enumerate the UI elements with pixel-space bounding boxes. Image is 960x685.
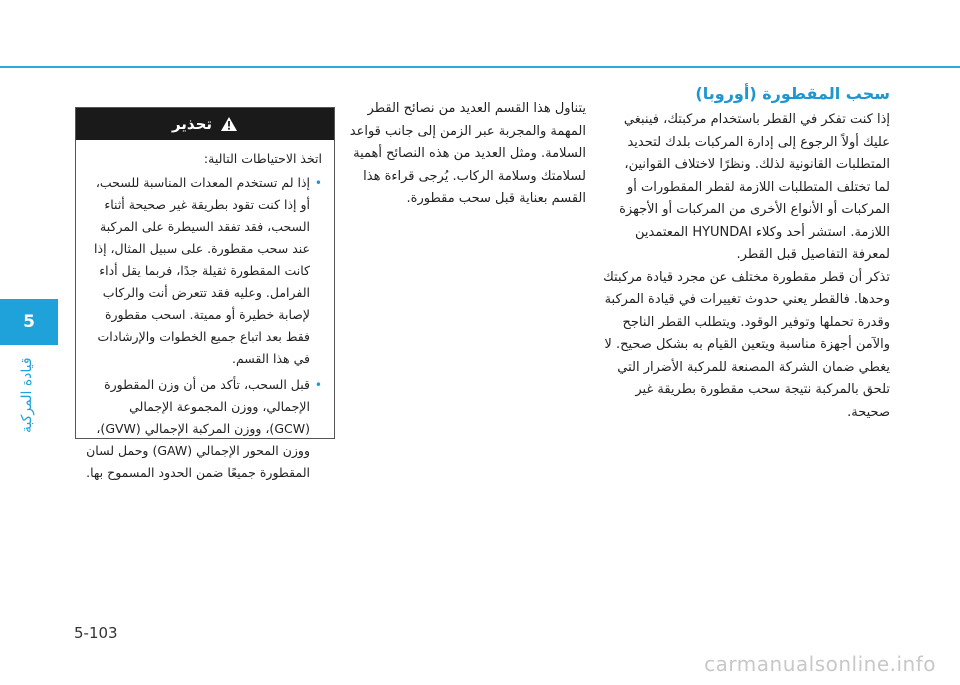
warning-item	[86, 374, 322, 484]
section-title: سحب المقطورة (أوروبا)	[695, 84, 890, 103]
right-paragraph-2: لما تختلف المتطلبات اللازمة لقطر المقطورات أو المركبات أو الأنواع الأخرى من المركبات أو الأجهزة اللازمة. استشر أحد وكلاء HYUNDAI المعتمدين لمعرفة التفاصيل قبل القطر.	[619, 179, 890, 262]
middle-paragraph-1: يتناول هذا القسم العديد من نصائح القطر المهمة والمجربة عبر الزمن إلى جانب قواعد السلامة. ومثل العديد من هذه النصائح أهمية لسلامتك وسلامة الركاب. يُرجى قراءة هذا القسم بعناية قبل سحب مقطورة.	[349, 101, 586, 206]
right-paragraph-3: تذكر أن قطر مقطورة مختلف عن مجرد قيادة مركبتك وحدها. فالقطر يعني حدوث تغييرات في قيادة المركبة وقدرة تحملها وتوفير الوقود. ويتطلب القطر الناجح والآمن أجهزة مناسبة ويتعين القيام به بشكل صحيح. لا يغطي ضمان الشركة المصنعة للمركبة الأضرار التي تلحق بالمركبة نتيجة سحب مقطورة بطريقة غير صحيحة.	[603, 269, 890, 420]
watermark: carmanualsonline.info	[704, 652, 936, 676]
warning-title: تحذير	[171, 115, 213, 133]
warning-list	[86, 172, 322, 484]
warning-box	[75, 107, 335, 480]
warning-item	[86, 172, 322, 370]
chapter-tab[interactable]	[0, 299, 58, 345]
warning-item-text: إذا لم تستخدم المعدات المناسبة للسحب، أو إذا كنت تقود بطريقة غير صحيحة أثناء السحب، فقد تفقد السيطرة على المركبة عند سحب مقطورة. على سبيل المثال، إذا كانت المقطورة ثقيلة جدًا، فربما يقل أداء الفرامل. وعليه فقد تتعرض أنت والركاب لإصابة خطيرة أو مميتة. اسحب مقطورة فقط بعد اتباع جميع الخطوات والإرشادات في هذا القسم.	[94, 175, 310, 366]
warning-item-text: قبل السحب، تأكد من أن وزن المقطورة الإجمالي، ووزن المجموعة الإجمالي (GCW)، ووزن المركبة الإجمالي (GVW)، ووزن المحور الإجمالي (GAW) وحمل لسان المقطورة جميعًا ضمن الحدود المسموح بها.	[86, 377, 310, 480]
chapter-label: قيادة المركبة	[19, 357, 35, 433]
right-column	[600, 84, 890, 424]
page-number: 5-103	[74, 624, 118, 642]
warning-icon	[220, 116, 238, 132]
right-paragraph-1: إذا كنت تفكر في القطر باستخدام مركبتك، فينبغي عليك أولاً الرجوع إلى إدارة المركبات بلدك لتحديد المتطلبات القانونية لذلك. ونظرًا لاختلاف القوانين،	[623, 112, 890, 172]
middle-column	[348, 98, 586, 211]
header-rule	[0, 66, 960, 68]
warning-header	[76, 108, 334, 140]
chapter-number: 5	[23, 312, 35, 332]
warning-intro: اتخذ الاحتياطات التالية:	[203, 151, 322, 166]
warning-body	[76, 140, 334, 484]
bullet-icon: •	[314, 176, 322, 190]
bullet-icon: •	[314, 378, 322, 392]
